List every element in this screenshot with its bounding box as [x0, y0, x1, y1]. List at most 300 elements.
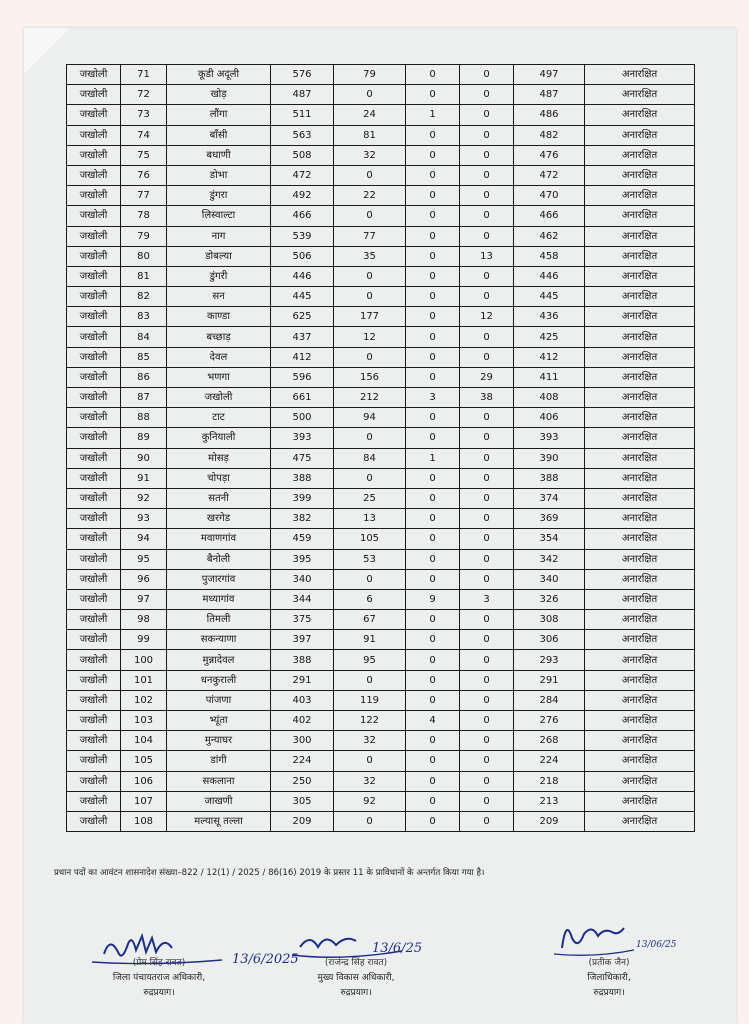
general-cell: 284	[514, 690, 585, 710]
reservation-cell: अनारक्षित	[585, 388, 695, 408]
serial-cell: 71	[121, 65, 167, 85]
gram-panchayat-cell: चोपड़ा	[167, 468, 271, 488]
general-cell: 218	[514, 771, 585, 791]
general-cell: 390	[514, 448, 585, 468]
st-population-cell: 0	[406, 791, 460, 811]
signatory-place: रुद्रप्रयाग।	[143, 988, 175, 998]
obc-cell: 0	[460, 630, 514, 650]
serial-cell: 74	[121, 125, 167, 145]
st-population-cell: 0	[406, 468, 460, 488]
obc-cell: 0	[460, 569, 514, 589]
reservation-cell: अनारक्षित	[585, 165, 695, 185]
reservation-cell: अनारक्षित	[585, 408, 695, 428]
table-row	[67, 509, 695, 529]
obc-cell: 0	[460, 670, 514, 690]
general-cell: 470	[514, 186, 585, 206]
block-cell: जखोली	[67, 529, 121, 549]
general-cell: 486	[514, 105, 585, 125]
sc-population-cell: 13	[334, 509, 406, 529]
block-cell: जखोली	[67, 791, 121, 811]
obc-cell: 0	[460, 751, 514, 771]
serial-cell: 95	[121, 549, 167, 569]
block-cell: जखोली	[67, 549, 121, 569]
gram-panchayat-cell: डांगी	[167, 751, 271, 771]
reservation-cell: अनारक्षित	[585, 549, 695, 569]
obc-cell: 0	[460, 408, 514, 428]
gram-panchayat-cell: बच्छाड़	[167, 327, 271, 347]
st-population-cell: 0	[406, 428, 460, 448]
gram-panchayat-cell: देवल	[167, 347, 271, 367]
population-cell: 397	[271, 630, 334, 650]
general-cell: 293	[514, 650, 585, 670]
table-row	[67, 529, 695, 549]
reservation-cell: अनारक्षित	[585, 488, 695, 508]
signatory-name: (राजेन्द्र सिंह रावत)	[324, 958, 388, 968]
signature-block-cdo	[286, 923, 426, 1001]
population-cell: 344	[271, 589, 334, 609]
population-cell: 403	[271, 690, 334, 710]
serial-cell: 86	[121, 367, 167, 387]
reservation-cell: अनारक्षित	[585, 367, 695, 387]
population-cell: 250	[271, 771, 334, 791]
table-row	[67, 388, 695, 408]
general-cell: 408	[514, 388, 585, 408]
st-population-cell: 0	[406, 65, 460, 85]
reservation-cell: अनारक्षित	[585, 347, 695, 367]
general-cell: 411	[514, 367, 585, 387]
general-cell: 224	[514, 751, 585, 771]
reservation-cell: अनारक्षित	[585, 287, 695, 307]
block-cell: जखोली	[67, 650, 121, 670]
st-population-cell: 0	[406, 125, 460, 145]
reservation-cell: अनारक्षित	[585, 266, 695, 286]
general-cell: 393	[514, 428, 585, 448]
general-cell: 369	[514, 509, 585, 529]
serial-cell: 87	[121, 388, 167, 408]
sc-population-cell: 94	[334, 408, 406, 428]
st-population-cell: 4	[406, 711, 460, 731]
obc-cell: 0	[460, 226, 514, 246]
obc-cell: 0	[460, 731, 514, 751]
population-cell: 305	[271, 791, 334, 811]
sc-population-cell: 0	[334, 206, 406, 226]
block-cell: जखोली	[67, 145, 121, 165]
sc-population-cell: 79	[334, 65, 406, 85]
sc-population-cell: 0	[334, 811, 406, 831]
population-cell: 475	[271, 448, 334, 468]
serial-cell: 107	[121, 791, 167, 811]
sc-population-cell: 84	[334, 448, 406, 468]
obc-cell: 0	[460, 610, 514, 630]
sc-population-cell: 212	[334, 388, 406, 408]
serial-cell: 104	[121, 731, 167, 751]
population-cell: 466	[271, 206, 334, 226]
population-cell: 511	[271, 105, 334, 125]
block-cell: जखोली	[67, 266, 121, 286]
serial-cell: 84	[121, 327, 167, 347]
obc-cell: 0	[460, 347, 514, 367]
block-cell: जखोली	[67, 610, 121, 630]
population-cell: 459	[271, 529, 334, 549]
signature-date: 13/6/25	[372, 941, 423, 956]
population-cell: 340	[271, 569, 334, 589]
table-row	[67, 145, 695, 165]
obc-cell: 0	[460, 85, 514, 105]
table-row	[67, 266, 695, 286]
obc-cell: 0	[460, 287, 514, 307]
gram-panchayat-cell: भणगा	[167, 367, 271, 387]
st-population-cell: 0	[406, 266, 460, 286]
sc-population-cell: 0	[334, 670, 406, 690]
block-cell: जखोली	[67, 307, 121, 327]
reservation-cell: अनारक्षित	[585, 468, 695, 488]
table-row	[67, 488, 695, 508]
table-row	[67, 630, 695, 650]
serial-cell: 78	[121, 206, 167, 226]
obc-cell: 0	[460, 529, 514, 549]
signatory-name: (प्रेम सिंह रावत)	[132, 958, 186, 968]
population-cell: 375	[271, 610, 334, 630]
obc-cell: 0	[460, 165, 514, 185]
block-cell: जखोली	[67, 125, 121, 145]
table-row	[67, 751, 695, 771]
st-population-cell: 0	[406, 347, 460, 367]
sc-population-cell: 24	[334, 105, 406, 125]
gram-panchayat-cell: सन	[167, 287, 271, 307]
population-cell: 472	[271, 165, 334, 185]
st-population-cell: 0	[406, 509, 460, 529]
sc-population-cell: 105	[334, 529, 406, 549]
block-cell: जखोली	[67, 670, 121, 690]
gram-panchayat-cell: सकन्याणा	[167, 630, 271, 650]
reservation-cell: अनारक्षित	[585, 650, 695, 670]
population-cell: 625	[271, 307, 334, 327]
sc-population-cell: 95	[334, 650, 406, 670]
sc-population-cell: 92	[334, 791, 406, 811]
st-population-cell: 0	[406, 650, 460, 670]
serial-cell: 83	[121, 307, 167, 327]
general-cell: 388	[514, 468, 585, 488]
table-row	[67, 85, 695, 105]
table-row	[67, 711, 695, 731]
general-cell: 213	[514, 791, 585, 811]
table-row	[67, 347, 695, 367]
block-cell: जखोली	[67, 347, 121, 367]
reservation-cell: अनारक्षित	[585, 327, 695, 347]
block-cell: जखोली	[67, 428, 121, 448]
allocation-table	[66, 64, 695, 832]
population-cell: 506	[271, 246, 334, 266]
population-cell: 412	[271, 347, 334, 367]
population-cell: 399	[271, 488, 334, 508]
reservation-cell: अनारक्षित	[585, 145, 695, 165]
table-row	[67, 569, 695, 589]
gram-panchayat-cell: मुन्याघर	[167, 731, 271, 751]
serial-cell: 73	[121, 105, 167, 125]
sc-population-cell: 81	[334, 125, 406, 145]
st-population-cell: 0	[406, 367, 460, 387]
population-cell: 224	[271, 751, 334, 771]
st-population-cell: 0	[406, 488, 460, 508]
st-population-cell: 0	[406, 206, 460, 226]
general-cell: 326	[514, 589, 585, 609]
block-cell: जखोली	[67, 165, 121, 185]
serial-cell: 82	[121, 287, 167, 307]
gram-panchayat-cell: काण्डा	[167, 307, 271, 327]
serial-cell: 89	[121, 428, 167, 448]
obc-cell: 0	[460, 509, 514, 529]
block-cell: जखोली	[67, 468, 121, 488]
gram-panchayat-cell: कूडी अदूली	[167, 65, 271, 85]
serial-cell: 90	[121, 448, 167, 468]
signatory-title: जिला पंचायतराज अधिकारी,	[112, 973, 206, 983]
reservation-cell: अनारक्षित	[585, 610, 695, 630]
sc-population-cell: 53	[334, 549, 406, 569]
gram-panchayat-cell: जाखणी	[167, 791, 271, 811]
general-cell: 482	[514, 125, 585, 145]
general-cell: 268	[514, 731, 585, 751]
gram-panchayat-cell: मोसड़	[167, 448, 271, 468]
general-cell: 406	[514, 408, 585, 428]
block-cell: जखोली	[67, 751, 121, 771]
general-cell: 291	[514, 670, 585, 690]
reservation-cell: अनारक्षित	[585, 670, 695, 690]
general-cell: 436	[514, 307, 585, 327]
table-row	[67, 448, 695, 468]
document-page	[24, 28, 736, 1024]
st-population-cell: 0	[406, 327, 460, 347]
gram-panchayat-cell: बैनोली	[167, 549, 271, 569]
serial-cell: 103	[121, 711, 167, 731]
sc-population-cell: 0	[334, 751, 406, 771]
gram-panchayat-cell: सतनी	[167, 488, 271, 508]
table-row	[67, 165, 695, 185]
reservation-cell: अनारक्षित	[585, 226, 695, 246]
general-cell: 308	[514, 610, 585, 630]
sc-population-cell: 6	[334, 589, 406, 609]
general-cell: 340	[514, 569, 585, 589]
serial-cell: 99	[121, 630, 167, 650]
obc-cell: 0	[460, 65, 514, 85]
obc-cell: 0	[460, 125, 514, 145]
general-cell: 374	[514, 488, 585, 508]
table-row	[67, 408, 695, 428]
gram-panchayat-cell: टाट	[167, 408, 271, 428]
table-row	[67, 428, 695, 448]
sc-population-cell: 35	[334, 246, 406, 266]
gram-panchayat-cell: खोड़	[167, 85, 271, 105]
block-cell: जखोली	[67, 488, 121, 508]
obc-cell: 0	[460, 690, 514, 710]
gram-panchayat-cell: डुंगरा	[167, 186, 271, 206]
reservation-cell: अनारक्षित	[585, 731, 695, 751]
general-cell: 466	[514, 206, 585, 226]
population-cell: 508	[271, 145, 334, 165]
gram-panchayat-cell: धनकुराली	[167, 670, 271, 690]
gram-panchayat-cell: बाँसी	[167, 125, 271, 145]
general-cell: 276	[514, 711, 585, 731]
sc-population-cell: 32	[334, 145, 406, 165]
sc-population-cell: 0	[334, 347, 406, 367]
sc-population-cell: 91	[334, 630, 406, 650]
obc-cell: 0	[460, 771, 514, 791]
serial-cell: 76	[121, 165, 167, 185]
serial-cell: 92	[121, 488, 167, 508]
st-population-cell: 0	[406, 630, 460, 650]
table-row	[67, 791, 695, 811]
gram-panchayat-cell: मल्यासू तल्ला	[167, 811, 271, 831]
gram-panchayat-cell: खरगेड	[167, 509, 271, 529]
table-row	[67, 246, 695, 266]
st-population-cell: 1	[406, 448, 460, 468]
obc-cell: 0	[460, 791, 514, 811]
sc-population-cell: 25	[334, 488, 406, 508]
table-row	[67, 811, 695, 831]
table-row	[67, 287, 695, 307]
block-cell: जखोली	[67, 206, 121, 226]
block-cell: जखोली	[67, 186, 121, 206]
population-cell: 492	[271, 186, 334, 206]
obc-cell: 0	[460, 448, 514, 468]
st-population-cell: 0	[406, 186, 460, 206]
reservation-cell: अनारक्षित	[585, 509, 695, 529]
reservation-cell: अनारक्षित	[585, 85, 695, 105]
population-cell: 487	[271, 85, 334, 105]
sc-population-cell: 32	[334, 731, 406, 751]
sc-population-cell: 119	[334, 690, 406, 710]
obc-cell: 0	[460, 468, 514, 488]
st-population-cell: 1	[406, 105, 460, 125]
population-cell: 661	[271, 388, 334, 408]
serial-cell: 77	[121, 186, 167, 206]
serial-cell: 94	[121, 529, 167, 549]
obc-cell: 0	[460, 266, 514, 286]
sc-population-cell: 67	[334, 610, 406, 630]
population-cell: 388	[271, 650, 334, 670]
sc-population-cell: 0	[334, 85, 406, 105]
table-row	[67, 670, 695, 690]
reservation-cell: अनारक्षित	[585, 529, 695, 549]
serial-cell: 93	[121, 509, 167, 529]
serial-cell: 108	[121, 811, 167, 831]
general-cell: 446	[514, 266, 585, 286]
general-cell: 476	[514, 145, 585, 165]
general-cell: 306	[514, 630, 585, 650]
population-cell: 563	[271, 125, 334, 145]
population-cell: 539	[271, 226, 334, 246]
block-cell: जखोली	[67, 246, 121, 266]
gram-panchayat-cell: मुन्नादेवल	[167, 650, 271, 670]
block-cell: जखोली	[67, 509, 121, 529]
gram-panchayat-cell: डुंगरी	[167, 266, 271, 286]
st-population-cell: 0	[406, 145, 460, 165]
serial-cell: 100	[121, 650, 167, 670]
st-population-cell: 0	[406, 287, 460, 307]
obc-cell: 0	[460, 549, 514, 569]
population-cell: 388	[271, 468, 334, 488]
serial-cell: 72	[121, 85, 167, 105]
reservation-cell: अनारक्षित	[585, 105, 695, 125]
serial-cell: 98	[121, 610, 167, 630]
obc-cell: 0	[460, 488, 514, 508]
table-row	[67, 307, 695, 327]
obc-cell: 0	[460, 327, 514, 347]
population-cell: 445	[271, 287, 334, 307]
signatory-title: मुख्य विकास अधिकारी,	[317, 973, 395, 983]
general-cell: 425	[514, 327, 585, 347]
signatory-place: रुद्रप्रयाग।	[340, 988, 372, 998]
st-population-cell: 0	[406, 529, 460, 549]
serial-cell: 102	[121, 690, 167, 710]
serial-cell: 88	[121, 408, 167, 428]
block-cell: जखोली	[67, 226, 121, 246]
reservation-cell: अनारक्षित	[585, 246, 695, 266]
table-row	[67, 105, 695, 125]
population-cell: 393	[271, 428, 334, 448]
obc-cell: 0	[460, 650, 514, 670]
st-population-cell: 3	[406, 388, 460, 408]
reservation-cell: अनारक्षित	[585, 771, 695, 791]
st-population-cell: 0	[406, 670, 460, 690]
gram-panchayat-cell: बधाणी	[167, 145, 271, 165]
block-cell: जखोली	[67, 327, 121, 347]
gram-panchayat-cell: कुनियाली	[167, 428, 271, 448]
block-cell: जखोली	[67, 448, 121, 468]
st-population-cell: 0	[406, 610, 460, 630]
table-row	[67, 589, 695, 609]
population-cell: 300	[271, 731, 334, 751]
st-population-cell: 0	[406, 731, 460, 751]
block-cell: जखोली	[67, 711, 121, 731]
reservation-cell: अनारक्षित	[585, 307, 695, 327]
st-population-cell: 0	[406, 690, 460, 710]
obc-cell: 0	[460, 428, 514, 448]
st-population-cell: 0	[406, 408, 460, 428]
block-cell: जखोली	[67, 367, 121, 387]
sc-population-cell: 77	[334, 226, 406, 246]
obc-cell: 0	[460, 105, 514, 125]
block-cell: जखोली	[67, 589, 121, 609]
block-cell: जखोली	[67, 65, 121, 85]
st-population-cell: 0	[406, 751, 460, 771]
table-row	[67, 125, 695, 145]
general-cell: 487	[514, 85, 585, 105]
obc-cell: 13	[460, 246, 514, 266]
signatory-title: जिलाधिकारी,	[587, 973, 631, 983]
population-cell: 446	[271, 266, 334, 286]
gram-panchayat-cell: लिस्वाल्टा	[167, 206, 271, 226]
population-cell: 576	[271, 65, 334, 85]
general-cell: 412	[514, 347, 585, 367]
table-row	[67, 610, 695, 630]
sc-population-cell: 0	[334, 468, 406, 488]
serial-cell: 79	[121, 226, 167, 246]
population-cell: 209	[271, 811, 334, 831]
population-cell: 382	[271, 509, 334, 529]
block-cell: जखोली	[67, 771, 121, 791]
serial-cell: 85	[121, 347, 167, 367]
table-row	[67, 690, 695, 710]
signature-block-panchayatraj	[84, 928, 299, 1001]
reservation-cell: अनारक्षित	[585, 569, 695, 589]
sc-population-cell: 12	[334, 327, 406, 347]
general-cell: 445	[514, 287, 585, 307]
gram-panchayat-cell: पांजणा	[167, 690, 271, 710]
sc-population-cell: 32	[334, 771, 406, 791]
signature-block-dm	[544, 918, 677, 1001]
serial-cell: 91	[121, 468, 167, 488]
serial-cell: 106	[121, 771, 167, 791]
